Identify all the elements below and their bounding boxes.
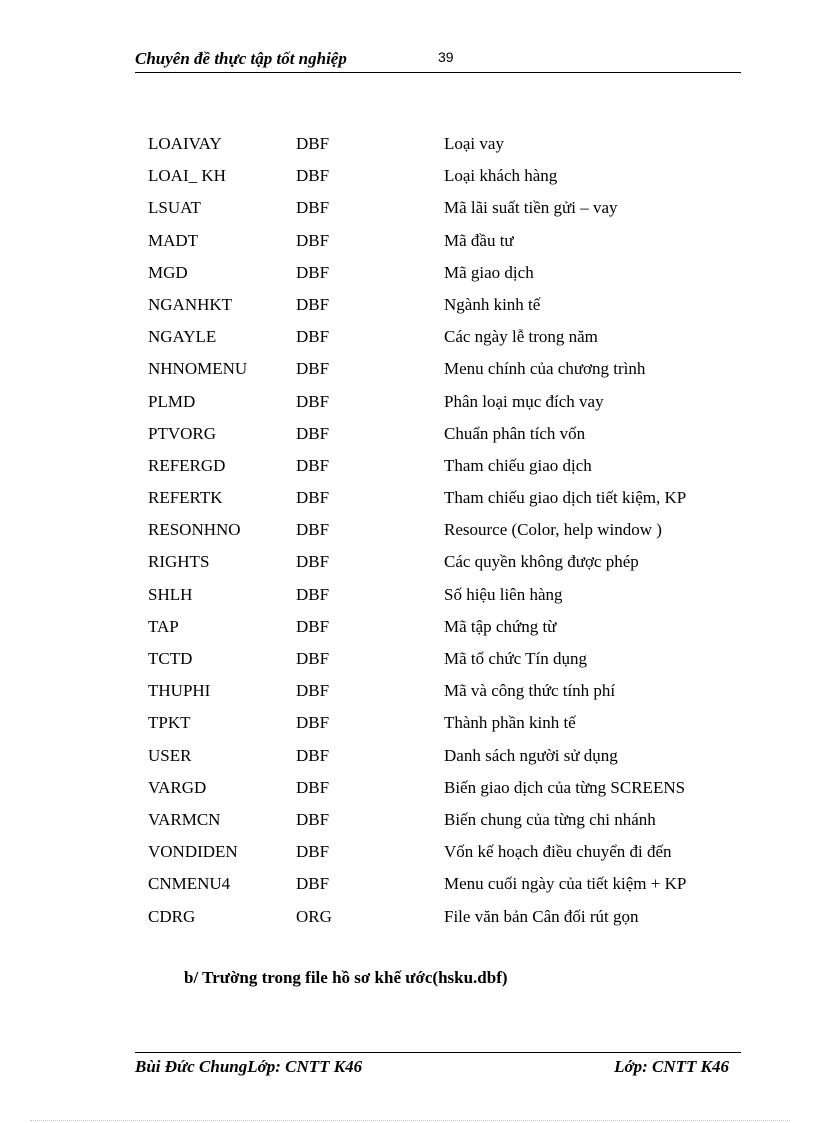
file-description-cell: Mã và công thức tính phí: [444, 681, 616, 701]
file-description-cell: Tham chiếu giao dịch: [444, 455, 592, 475]
file-type-cell: DBF: [296, 616, 330, 636]
file-type-cell: DBF: [296, 294, 330, 314]
footer-class: Lớp: CNTT K46: [614, 1057, 729, 1076]
file-type-cell: DBF: [296, 166, 330, 186]
file-name-cell: VARMCN: [148, 809, 221, 829]
page-footer: [135, 1052, 741, 1081]
file-type-cell: DBF: [296, 874, 330, 894]
header-title: Chuyên đề thực tập tốt nghiệp: [135, 49, 347, 68]
table-row: [148, 905, 738, 937]
file-type-cell: DBF: [296, 713, 330, 733]
file-type-cell: DBF: [296, 488, 330, 508]
file-description-cell: Mã lãi suất tiền gửi – vay: [444, 198, 618, 218]
file-description-cell: Số hiệu liên hàng: [444, 584, 563, 604]
section-subheading: b/ Trường trong file hồ sơ khế ước(hsku.dbf): [184, 968, 508, 987]
file-type-cell: DBF: [296, 777, 330, 797]
file-type-cell: DBF: [296, 391, 330, 411]
file-name-cell: MGD: [148, 262, 188, 282]
file-description-cell: Chuẩn phân tích vốn: [444, 423, 586, 443]
file-description-cell: Danh sách người sử dụng: [444, 745, 618, 765]
file-type-cell: DBF: [296, 842, 330, 862]
table-row: [148, 454, 738, 486]
file-name-cell: VARGD: [148, 777, 207, 797]
file-type-cell: DBF: [296, 552, 330, 572]
file-type-cell: DBF: [296, 520, 330, 540]
table-row: [148, 229, 738, 261]
file-name-cell: TAP: [148, 616, 179, 636]
table-row: [148, 744, 738, 776]
file-type-cell: DBF: [296, 809, 330, 829]
table-row: [148, 293, 738, 325]
table-row: [148, 808, 738, 840]
file-type-cell: DBF: [296, 198, 330, 218]
file-type-cell: DBF: [296, 262, 330, 282]
file-description-cell: Resource (Color, help window ): [444, 520, 662, 540]
table-row: [148, 776, 738, 808]
file-type-cell: DBF: [296, 230, 330, 250]
file-description-cell: Các quyền không được phép: [444, 552, 639, 572]
table-row: [148, 550, 738, 582]
file-description-cell: Biến giao dịch của từng SCREENS: [444, 777, 686, 797]
table-row: [148, 840, 738, 872]
file-type-cell: DBF: [296, 584, 330, 604]
page-header: [135, 46, 741, 73]
file-description-cell: File văn bản Cân đối rút gọn: [444, 906, 639, 926]
file-description-cell: Vốn kế hoạch điều chuyển đi đến: [444, 842, 672, 862]
file-name-cell: VONDIDEN: [148, 842, 238, 862]
page-number: 39: [438, 49, 454, 65]
file-type-cell: DBF: [296, 745, 330, 765]
file-name-cell: LOAI_ KH: [148, 166, 226, 186]
file-name-cell: RESONHNO: [148, 520, 241, 540]
file-description-cell: Loại khách hàng: [444, 166, 558, 186]
file-table: [148, 132, 738, 937]
file-description-cell: Mã giao dịch: [444, 262, 534, 282]
file-description-cell: Các ngày lễ trong năm: [444, 327, 598, 347]
file-type-cell: ORG: [296, 906, 332, 926]
file-name-cell: CDRG: [148, 906, 196, 926]
file-description-cell: Loại vay: [444, 134, 504, 153]
table-row: [148, 647, 738, 679]
file-name-cell: THUPHI: [148, 681, 211, 701]
table-row: [148, 390, 738, 422]
file-description-cell: Biến chung của từng chi nhánh: [444, 809, 656, 829]
table-row: [148, 357, 738, 389]
table-row: [148, 164, 738, 196]
file-description-cell: Tham chiếu giao dịch tiết kiệm, KP: [444, 488, 687, 508]
file-name-cell: TCTD: [148, 649, 193, 668]
file-name-cell: PLMD: [148, 391, 196, 411]
file-name-cell: REFERTK: [148, 488, 223, 508]
file-description-cell: Menu cuối ngày của tiết kiệm + KP: [444, 874, 687, 894]
file-name-cell: LSUAT: [148, 198, 201, 218]
file-name-cell: USER: [148, 745, 192, 765]
table-row: [148, 583, 738, 615]
file-name-cell: TPKT: [148, 713, 191, 733]
footer-author: Bùi Đức ChungLớp: CNTT K46: [135, 1057, 363, 1076]
file-description-cell: Mã tập chứng từ: [444, 616, 557, 636]
file-name-cell: SHLH: [148, 584, 193, 604]
file-type-cell: DBF: [296, 649, 330, 668]
table-row: [148, 872, 738, 904]
file-name-cell: RIGHTS: [148, 552, 210, 572]
table-row: [148, 196, 738, 228]
table-row: [148, 711, 738, 743]
file-name-cell: NGANHKT: [148, 294, 233, 314]
table-row: [148, 132, 738, 164]
file-name-cell: NGAYLE: [148, 327, 217, 347]
table-row: [148, 486, 738, 518]
file-type-cell: DBF: [296, 327, 330, 347]
file-type-cell: DBF: [296, 423, 330, 443]
table-row: [148, 518, 738, 550]
file-type-cell: DBF: [296, 455, 330, 475]
file-name-cell: MADT: [148, 230, 199, 250]
file-description-cell: Thành phần kinh tế: [444, 713, 576, 733]
table-row: [148, 261, 738, 293]
file-name-cell: NHNOMENU: [148, 359, 248, 379]
file-type-cell: DBF: [296, 359, 330, 379]
table-row: [148, 679, 738, 711]
file-description-cell: Mã tổ chức Tín dụng: [444, 649, 587, 668]
file-name-cell: REFERGD: [148, 455, 226, 475]
file-description-cell: Menu chính của chương trình: [444, 359, 646, 379]
file-name-cell: LOAIVAY: [148, 134, 222, 153]
file-name-cell: PTVORG: [148, 423, 217, 443]
table-row: [148, 422, 738, 454]
file-description-cell: Mã đầu tư: [444, 230, 514, 250]
file-description-cell: Ngành kinh tế: [444, 294, 541, 314]
file-type-cell: DBF: [296, 681, 330, 701]
file-description-cell: Phân loại mục đích vay: [444, 391, 604, 411]
table-row: [148, 615, 738, 647]
table-row: [148, 325, 738, 357]
page-edge-divider: [30, 1120, 790, 1121]
file-type-cell: DBF: [296, 134, 330, 153]
file-name-cell: CNMENU4: [148, 874, 231, 894]
